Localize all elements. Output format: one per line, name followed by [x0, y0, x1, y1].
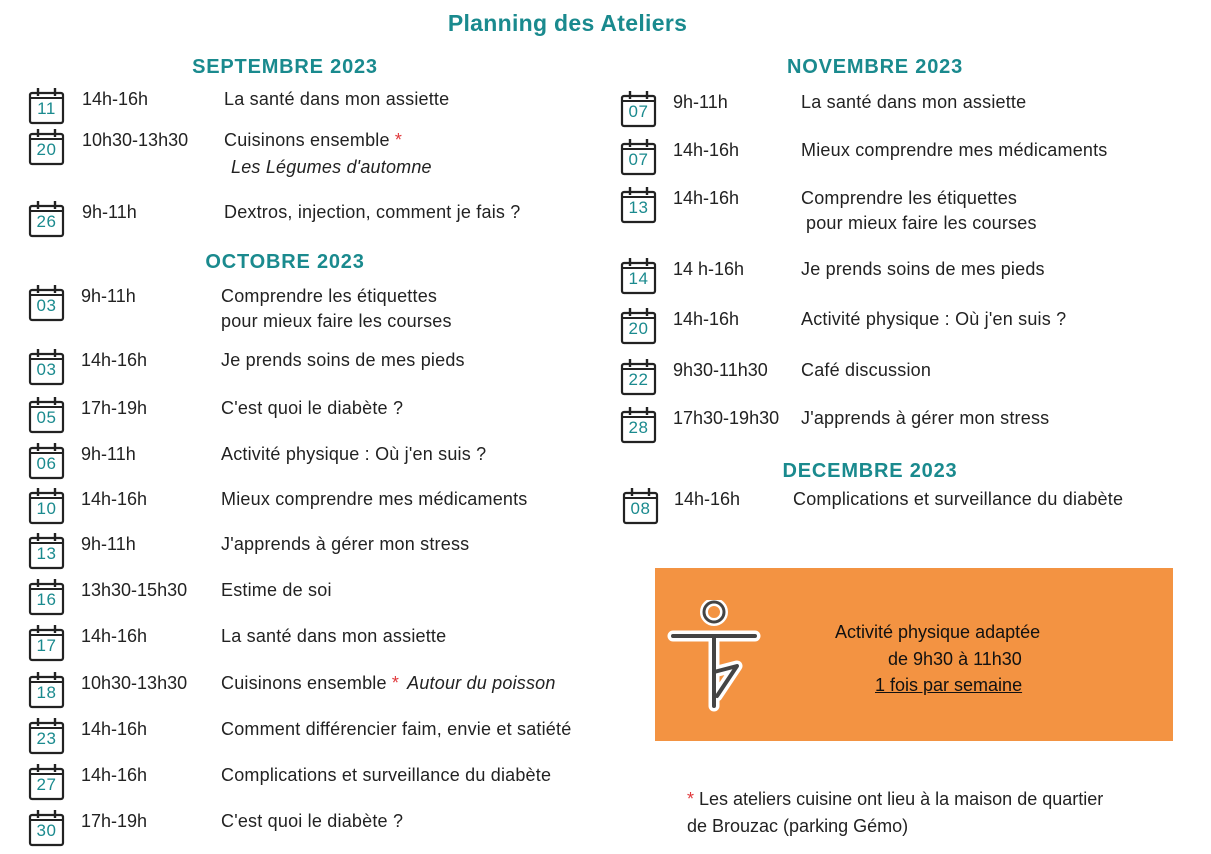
event-day: 30 [36, 821, 57, 840]
event-day: 28 [628, 418, 649, 437]
event-title [801, 360, 931, 381]
event-day: 14 [628, 269, 649, 288]
event-title-text: Mieux comprendre mes médicaments [221, 489, 528, 509]
calendar-icon [622, 487, 659, 525]
event-title-text: Je prends soins de mes pieds [801, 259, 1045, 279]
event-title-text: Complications et surveillance du diabète [793, 489, 1124, 509]
event-title-text: La santé dans mon assiette [224, 89, 450, 109]
event-title [801, 140, 1108, 161]
activity-hours: de 9h30 à 11h30 [888, 649, 1022, 669]
event-day: 11 [37, 99, 56, 118]
event-day: 05 [36, 408, 57, 427]
event-title [221, 673, 556, 694]
calendar-icon [28, 200, 65, 238]
activity-title: Activité physique adaptée [835, 622, 1041, 642]
asterisk-marker: * [391, 673, 400, 693]
event-title-text: J'apprends à gérer mon stress [221, 534, 470, 554]
event-title [221, 811, 403, 832]
event-title-text: Activité physique : Où j'en suis ? [221, 444, 487, 464]
calendar-icon [28, 128, 65, 166]
calendar-icon [28, 809, 65, 847]
event-title-line2: pour mieux faire les courses [221, 311, 452, 331]
event-day: 07 [628, 102, 649, 121]
event-title [793, 489, 1123, 510]
event-day: 23 [36, 729, 57, 748]
event-title [221, 719, 571, 740]
calendar-icon [28, 763, 65, 801]
calendar-icon [28, 532, 65, 570]
event-time: 17h-19h [81, 811, 148, 831]
calendar-icon [620, 406, 657, 444]
event-time: 10h30-13h30 [81, 673, 188, 693]
footnote [687, 786, 1103, 840]
event-title [801, 309, 1066, 330]
event-time: 14h-16h [81, 765, 148, 785]
calendar-icon [620, 138, 657, 176]
event-title-text: Je prends soins de mes pieds [221, 350, 465, 370]
event-title-text: Cuisinons ensemble [224, 130, 395, 150]
event-day: 20 [36, 140, 57, 159]
calendar-icon [28, 578, 65, 616]
event-title-text: Café discussion [801, 360, 932, 380]
event-time: 14h-16h [81, 350, 148, 370]
event-subtitle: Autour du poisson [407, 673, 556, 693]
event-time: 10h30-13h30 [82, 130, 189, 150]
exercise-person-icon [667, 600, 763, 717]
event-day: 07 [628, 150, 649, 169]
activity-box [655, 568, 1173, 741]
event-time: 14h-16h [81, 626, 148, 646]
asterisk-marker: * [394, 130, 403, 150]
event-title-text: Dextros, injection, comment je fais ? [224, 202, 521, 222]
calendar-icon [28, 348, 65, 386]
event-time: 13h30-15h30 [81, 580, 188, 600]
calendar-icon [620, 307, 657, 345]
calendar-icon [28, 671, 65, 709]
event-day: 22 [628, 370, 649, 389]
event-title [221, 286, 452, 332]
event-time: 17h30-19h30 [673, 408, 780, 428]
event-time: 14h-16h [673, 188, 740, 208]
event-title [224, 202, 521, 223]
event-title-text: Comprendre les étiquettes [221, 286, 438, 306]
calendar-icon [28, 717, 65, 755]
calendar-icon [620, 358, 657, 396]
event-time: 9h-11h [81, 534, 136, 554]
event-day: 03 [36, 360, 57, 379]
event-title [801, 188, 1037, 234]
event-time: 9h-11h [81, 286, 136, 306]
event-title [221, 350, 465, 371]
event-title-text: Comment différencier faim, envie et satiété [221, 719, 572, 739]
event-title-text: C'est quoi le diabète ? [221, 398, 404, 418]
event-title [221, 444, 486, 465]
event-title [221, 580, 332, 601]
event-title-text: Mieux comprendre mes médicaments [801, 140, 1108, 160]
event-day: 08 [630, 499, 651, 518]
event-day: 18 [36, 683, 57, 702]
event-title [801, 259, 1045, 280]
event-title [221, 765, 551, 786]
month-heading-november: NOVEMBRE 2023 [786, 56, 963, 78]
event-time: 14h-16h [674, 489, 741, 509]
event-title-text: La santé dans mon assiette [221, 626, 447, 646]
calendar-icon [620, 186, 657, 224]
footnote-asterisk: * [687, 789, 695, 809]
event-time: 14 h-16h [673, 259, 745, 279]
event-title [224, 89, 449, 110]
event-title-text: Activité physique : Où j'en suis ? [801, 309, 1067, 329]
event-day: 26 [36, 212, 57, 231]
event-time: 14h-16h [81, 489, 148, 509]
event-time: 9h-11h [81, 444, 136, 464]
event-day: 13 [36, 544, 57, 563]
calendar-icon [28, 624, 65, 662]
event-time: 9h-11h [82, 202, 137, 222]
event-title-text: C'est quoi le diabète ? [221, 811, 404, 831]
event-title-line2: pour mieux faire les courses [806, 213, 1037, 233]
calendar-icon [28, 396, 65, 434]
event-time: 14h-16h [673, 309, 740, 329]
event-title [801, 92, 1026, 113]
event-time: 14h-16h [673, 140, 740, 160]
event-title-text: J'apprends à gérer mon stress [801, 408, 1050, 428]
event-title [224, 130, 432, 178]
event-day: 16 [36, 590, 57, 609]
event-title-text: Estime de soi [221, 580, 332, 600]
month-heading-september: SEPTEMBRE 2023 [192, 56, 378, 78]
event-title [221, 534, 469, 555]
event-title-text: La santé dans mon assiette [801, 92, 1027, 112]
event-day: 20 [628, 319, 649, 338]
event-day: 03 [36, 296, 57, 315]
month-heading-december: DECEMBRE 2023 [782, 460, 958, 482]
event-title [221, 489, 528, 510]
event-time: 9h-11h [673, 92, 728, 112]
event-time: 14h-16h [82, 89, 149, 109]
event-day: 17 [36, 636, 57, 655]
month-heading-october: OCTOBRE 2023 [205, 251, 365, 273]
calendar-icon [28, 87, 65, 125]
calendar-icon [28, 442, 65, 480]
event-title-text: Complications et surveillance du diabète [221, 765, 552, 785]
event-title [221, 626, 446, 647]
event-day: 10 [36, 499, 57, 518]
event-time: 17h-19h [81, 398, 148, 418]
event-title-text: Cuisinons ensemble [221, 673, 392, 693]
calendar-icon [28, 284, 65, 322]
calendar-icon [620, 90, 657, 128]
calendar-icon [620, 257, 657, 295]
event-time: 9h30-11h30 [673, 360, 768, 380]
event-day: 06 [36, 454, 57, 473]
calendar-icon [28, 487, 65, 525]
event-day: 27 [36, 775, 57, 794]
event-title-text: Comprendre les étiquettes [801, 188, 1018, 208]
event-day: 13 [628, 198, 649, 217]
event-time: 14h-16h [81, 719, 148, 739]
page-title: Planning des Ateliers [447, 10, 688, 36]
footnote-line1: Les ateliers cuisine ont lieu à la maison de quartier [694, 789, 1104, 809]
event-title [221, 398, 403, 419]
footnote-line2: de Brouzac (parking Gémo) [687, 816, 909, 836]
activity-frequency-link[interactable]: 1 fois par semaine [875, 675, 1023, 695]
event-title [801, 408, 1049, 429]
event-subtitle: Les Légumes d'automne [231, 157, 432, 177]
